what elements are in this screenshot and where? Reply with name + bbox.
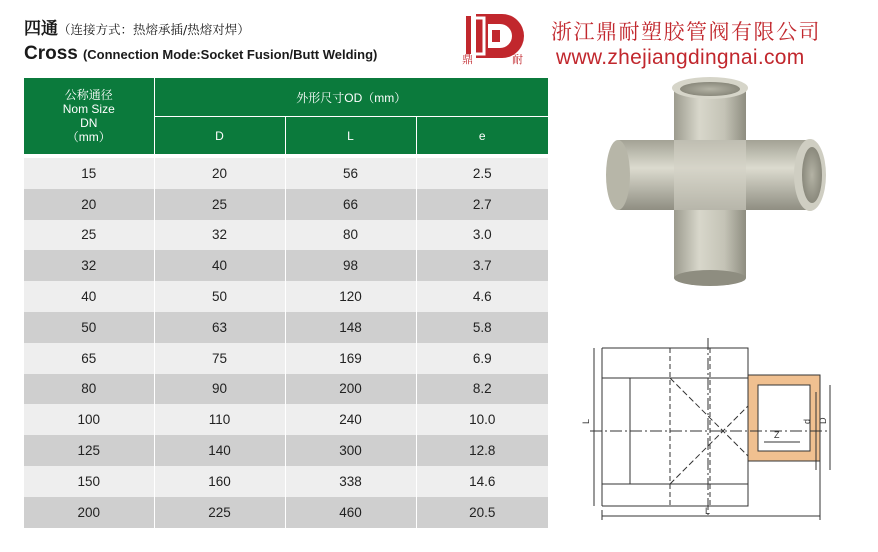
table-cell: 12.8 bbox=[416, 435, 548, 466]
page-title-en bbox=[24, 43, 377, 65]
table-cell: 32 bbox=[24, 250, 154, 281]
column-header-L: L bbox=[285, 117, 416, 155]
dim-label-z: Z bbox=[774, 430, 780, 440]
table-row bbox=[24, 189, 548, 220]
table-cell: 200 bbox=[24, 497, 154, 528]
table-cell: 300 bbox=[285, 435, 416, 466]
table-cell: 100 bbox=[24, 404, 154, 435]
title-en-subtitle: (Connection Mode:Socket Fusion/Butt Welding) bbox=[82, 47, 378, 62]
title-cn-subtitle: （连接方式：热熔承插/热熔对焊） bbox=[58, 22, 250, 37]
table-cell: 200 bbox=[285, 374, 416, 405]
table-row bbox=[24, 404, 548, 435]
company-name: 浙江鼎耐塑胶管阀有限公司 bbox=[551, 20, 821, 44]
nom-size-line: Nom Size bbox=[62, 102, 115, 116]
table-cell: 80 bbox=[24, 374, 154, 405]
table-row bbox=[24, 435, 548, 466]
table-cell: 169 bbox=[285, 343, 416, 374]
title-cn-main: 四通 bbox=[24, 19, 58, 39]
table-cell: 90 bbox=[154, 374, 285, 405]
logo-char-right: 耐 bbox=[512, 53, 523, 66]
table-cell: 150 bbox=[24, 466, 154, 497]
dim-label-L-vertical: L bbox=[581, 418, 591, 424]
nom-size-line: （mm） bbox=[66, 130, 111, 144]
table-cell: 140 bbox=[154, 435, 285, 466]
table-cell: 110 bbox=[154, 404, 285, 435]
table-cell: 50 bbox=[154, 281, 285, 312]
table-cell: 240 bbox=[285, 404, 416, 435]
table-cell: 20 bbox=[154, 158, 285, 189]
table-cell: 120 bbox=[285, 281, 416, 312]
company-website: www.zhejiangdingnai.com bbox=[556, 46, 805, 69]
column-header-D: D bbox=[154, 117, 285, 155]
table-cell: 98 bbox=[285, 250, 416, 281]
table-row bbox=[24, 312, 548, 343]
table-cell: 460 bbox=[285, 497, 416, 528]
table-cell: 148 bbox=[285, 312, 416, 343]
table-cell: 65 bbox=[24, 343, 154, 374]
table-cell: 15 bbox=[24, 158, 154, 189]
table-cell: 125 bbox=[24, 435, 154, 466]
table-cell: 56 bbox=[285, 158, 416, 189]
table-row bbox=[24, 343, 548, 374]
column-header-e: e bbox=[416, 117, 548, 155]
table-cell: 6.9 bbox=[416, 343, 548, 374]
nom-size-header bbox=[24, 78, 154, 154]
table-cell: 40 bbox=[154, 250, 285, 281]
table-row bbox=[24, 220, 548, 251]
dim-label-L-horizontal: L bbox=[705, 506, 711, 516]
od-group-header: 外形尺寸OD（mm） bbox=[154, 78, 548, 117]
table-cell: 3.0 bbox=[416, 220, 548, 251]
spec-table bbox=[24, 78, 548, 528]
table-cell: 14.6 bbox=[416, 466, 548, 497]
table-cell: 5.8 bbox=[416, 312, 548, 343]
table-cell: 2.7 bbox=[416, 189, 548, 220]
table-cell: 66 bbox=[285, 189, 416, 220]
table-cell: 25 bbox=[24, 220, 154, 251]
dim-label-d: d bbox=[802, 418, 812, 424]
title-en-main: Cross bbox=[24, 43, 78, 64]
table-cell: 25 bbox=[154, 189, 285, 220]
table-row bbox=[24, 158, 548, 189]
table-cell: 10.0 bbox=[416, 404, 548, 435]
dim-label-D: D bbox=[818, 417, 828, 424]
table-row bbox=[24, 466, 548, 497]
table-row bbox=[24, 497, 548, 528]
logo-char-left: 鼎 bbox=[462, 53, 473, 66]
table-cell: 75 bbox=[154, 343, 285, 374]
table-cell: 338 bbox=[285, 466, 416, 497]
table-row bbox=[24, 374, 548, 405]
nom-size-line: 公称通径 bbox=[64, 88, 113, 102]
table-cell: 20.5 bbox=[416, 497, 548, 528]
table-cell: 160 bbox=[154, 466, 285, 497]
table-cell: 8.2 bbox=[416, 374, 548, 405]
table-cell: 80 bbox=[285, 220, 416, 251]
table-cell: 3.7 bbox=[416, 250, 548, 281]
table-cell: 2.5 bbox=[416, 158, 548, 189]
spec-table-body bbox=[24, 154, 548, 528]
table-cell: 63 bbox=[154, 312, 285, 343]
table-row bbox=[24, 250, 548, 281]
technical-drawing bbox=[580, 320, 870, 525]
table-cell: 32 bbox=[154, 220, 285, 251]
nom-size-line: DN bbox=[80, 116, 98, 130]
table-cell: 40 bbox=[24, 281, 154, 312]
table-cell: 20 bbox=[24, 189, 154, 220]
page-title-cn bbox=[24, 14, 250, 39]
table-cell: 225 bbox=[154, 497, 285, 528]
table-cell: 50 bbox=[24, 312, 154, 343]
cross-fitting-photo bbox=[600, 70, 830, 295]
table-cell: 4.6 bbox=[416, 281, 548, 312]
table-row bbox=[24, 281, 548, 312]
